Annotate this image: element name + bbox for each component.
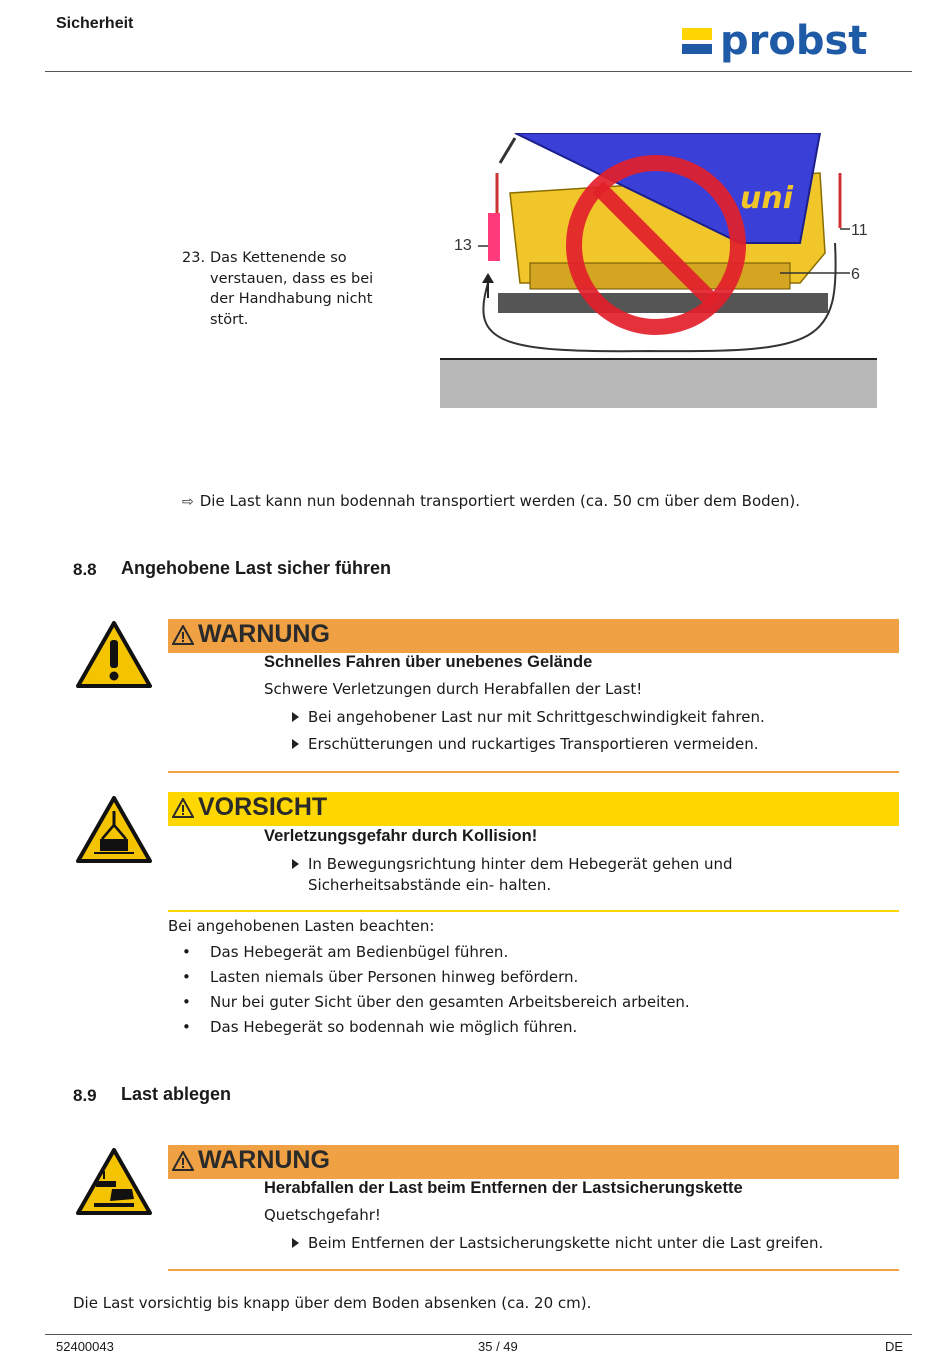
warning-rule — [168, 771, 899, 773]
action-arrow-icon — [292, 712, 299, 722]
warning-subtitle: Herabfallen der Last beim Entfernen der Lastsicherungskette — [264, 1179, 743, 1197]
section-title-8-9: Last ablegen — [121, 1084, 232, 1104]
action-arrow-icon — [292, 1238, 299, 1248]
note-text: Bei angehobenen Lasten beachten: — [168, 917, 435, 935]
logo-wordmark: probst — [720, 22, 868, 64]
header-rule — [45, 71, 912, 72]
warning-consequence: Quetschgefahr! — [264, 1206, 381, 1224]
warning-banner-2 — [168, 1145, 899, 1179]
probst-logo — [680, 22, 906, 68]
lifting-device-figure — [440, 133, 877, 408]
step-number: 23. — [182, 250, 206, 266]
action-arrow-icon — [292, 859, 299, 869]
warning-triangle-icon — [172, 798, 194, 818]
warning-label: WARNUNG — [198, 1146, 330, 1174]
section-number-8-9: 8.9 — [73, 1086, 97, 1105]
warning-banner-1 — [168, 619, 899, 653]
final-instruction: Die Last vorsichtig bis knapp über dem Boden absenken (ca. 20 cm). — [73, 1294, 592, 1312]
warning-label: WARNUNG — [198, 620, 330, 648]
caution-label: VORSICHT — [198, 793, 328, 821]
exclamation-warning-icon — [76, 620, 152, 688]
load-plate — [498, 293, 828, 313]
ground — [440, 359, 877, 408]
callout-13: 13 — [454, 237, 472, 254]
callout-11: 11 — [851, 222, 868, 239]
footer-language: DE — [885, 1339, 904, 1354]
caution-banner — [168, 792, 899, 826]
footer-doc-number: 52400043 — [56, 1339, 114, 1354]
result-text: Die Last kann nun bodennah transportiert werden (ca. 50 cm über dem Boden). — [199, 492, 800, 510]
device-brand-text: uni — [740, 181, 793, 216]
footer-rule — [45, 1334, 912, 1335]
crush-hazard-warning-icon — [76, 1147, 152, 1215]
callout-6: 6 — [851, 266, 860, 283]
warning-consequence: Schwere Verletzungen durch Herabfallen der Last! — [264, 680, 643, 698]
section-title-8-8: Angehobene Last sicher führen — [121, 558, 392, 578]
warning-triangle-icon — [172, 625, 194, 645]
chain-end — [488, 213, 500, 261]
result-arrow-icon: ⇨ — [182, 494, 194, 510]
caution-subtitle: Verletzungsgefahr durch Kollision! — [264, 827, 538, 845]
warning-rule — [168, 1269, 899, 1271]
result-line — [182, 492, 800, 510]
footer-page-number: 35 / 49 — [478, 1339, 518, 1354]
header-section-title: Sicherheit — [56, 15, 134, 32]
section-number-8-8: 8.8 — [73, 560, 97, 579]
suspended-load-warning-icon — [76, 795, 152, 863]
caution-rule — [168, 910, 899, 912]
step-text: Das Kettenende so verstauen, dass es bei der Handhabung nicht stört. — [210, 250, 374, 328]
action-arrow-icon — [292, 739, 299, 749]
warning-triangle-icon — [172, 1151, 194, 1171]
warning-subtitle: Schnelles Fahren über unebenes Gelände — [264, 653, 593, 671]
